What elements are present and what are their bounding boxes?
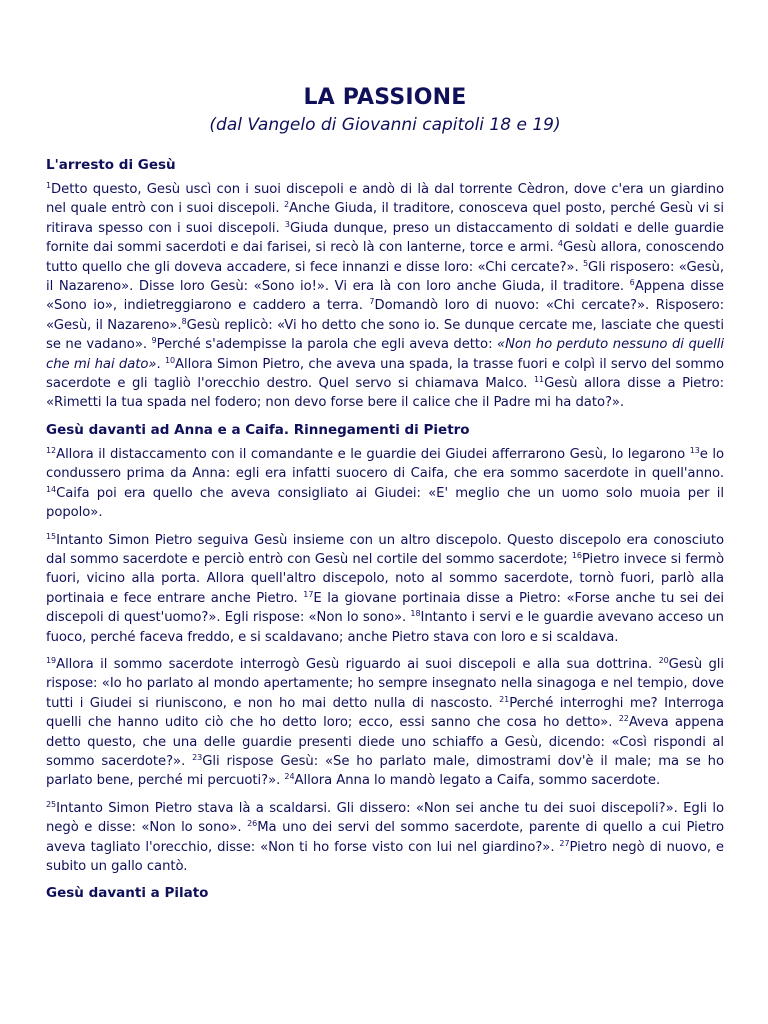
verse-number: 5 [583,258,589,268]
verse-text: Gli risposero: «Gesù, il Nazareno». Disse loro Gesù: «Sono io!». Vi era là con loro anche Giuda, il traditore. [46,259,724,295]
verse-text: Gesù allora disse a Pietro: «Rimetti la tua spada nel fodero; non devo forse bere il calice che il Padre mi ha dato?». [46,376,724,411]
verse-text: Allora Simon Pietro, che aveva una spada, la trasse fuori e colpì il servo del sommo sacerdote e gli tagliò l'orecchio destro. Quel servo si chiamava Malco. [46,356,724,392]
page-subtitle: (dal Vangelo di Giovanni capitoli 18 e 19) [209,115,561,135]
verse-text: Gesù gli rispose: «Io ho parlato al mondo apertamente; ho sempre insegnato nella sinagoga e nel tempio, dove tutti i Giudei si riuniscono, e non ho mai detto nulla di nascosto. [46,656,724,711]
verse-text: Caifa poi era quello che aveva consigliato ai Giudei: «E' meglio che un uomo solo muoia per il popolo». [46,485,724,521]
verse-number: 11 [534,375,545,385]
document-body [46,156,724,902]
verse-number: 13 [689,445,700,455]
paragraph [46,799,724,877]
verse-number: 19 [46,655,57,665]
verse-number: 7 [369,297,375,307]
verse-number: 3 [284,219,290,229]
paragraph [46,531,724,647]
verse-text: e lo condussero prima da Anna: egli era infatti suocero di Caifa, che era sommo sacerdote in quell'anno. [46,446,725,482]
verse-text: Gesù allora, conoscendo tutto quello che gli doveva accadere, si fece innanzi e disse loro: «Chi cercate?». [46,240,724,275]
verse-number: 27 [559,838,570,848]
verse-number: 8 [181,316,187,326]
verse-text: Intanto i servi e le guardie avevano acceso un fuoco, perché faceva freddo, e si scaldavano; anche Pietro stava con loro e si scaldava. [46,610,724,645]
verse-number: 6 [629,278,635,288]
verse-number: 23 [192,752,203,762]
verse-number: 12 [46,445,57,455]
verse-text: Gesù replicò: «Vi ho detto che sono io. Se dunque cercate me, lasciate che questi se ne vadano». [46,317,725,353]
verse-text: Intanto Simon Pietro stava là a scaldarsi. Gli dissero: «Non sei anche tu dei suoi discepoli?». Egli lo negò e disse: «Non lo sono». [46,800,724,836]
verse-text: Aveva appena detto questo, che una delle guardie presenti diede uno schiaffo a Gesù, dicendo: «Così rispondi al sommo sacerdote?». [46,715,724,769]
verse-number: 9 [151,336,157,346]
verse-text: . [156,356,165,372]
verse-number: 10 [164,355,176,365]
verse-text: Allora il distaccamento con il comandante e le guardie dei Giudei afferrarono Gesù, lo legarono [56,446,690,462]
verse-text: Gli rispose Gesù: «Se ho parlato male, dimostrami dov'è il male; ma se ho parlato bene, perché mi percuoti?». [46,753,725,789]
verse-number: 14 [46,484,57,494]
verse-text: E la giovane portinaia disse a Pietro: «Forse anche tu sei dei discepoli di quest'uomo?». Egli rispose: «Non lo sono». [46,590,724,626]
verse-text: Pietro negò di nuovo, e subito un gallo cantò. [46,839,724,874]
verse-number: 16 [571,550,582,560]
verse-text: Allora il sommo sacerdote interrogò Gesù riguardo ai suoi discepoli e alla sua dottrina. [56,656,659,672]
verse-text: Pietro invece si fermò fuori, vicino alla porta. Allora quell'altro discepolo, noto al sommo sacerdote, tornò fuori, parlò alla portinaia e fece entrare anche Pietro. [46,551,724,606]
verse-number: 24 [284,772,295,782]
verse-number: 26 [247,819,258,829]
verse-number: 22 [618,714,629,724]
section-heading: L'arresto di Gesù [46,157,176,173]
verse-number: 1 [46,181,52,190]
verse-number: 17 [303,589,314,599]
quoted-scripture: «Non ho perduto nessuno di quelli che mi hai dato» [46,337,724,372]
paragraph [46,180,724,413]
page-title: LA PASSIONE [303,85,467,110]
verse-text: Perché interroghi me? Interroga quelli che hanno udito ciò che ho detto loro; ecco, essi sanno che cosa ho detto». [46,695,724,731]
verse-text: Domandò loro di nuovo: «Chi cercate?». Risposero: «Gesù, il Nazareno». [46,298,724,333]
paragraph [46,445,724,523]
section-heading: Gesù davanti ad Anna e a Caifa. Rinnegamenti di Pietro [46,421,470,438]
verse-number: 20 [658,655,669,665]
verse-text: Allora Anna lo mandò legato a Caifa, sommo sacerdote. [294,773,661,789]
verse-text: Giuda dunque, preso un distaccamento di soldati e delle guardie fornite dai sommi sacerdoti e dai farisei, si recò là con lanterne, torce e armi. [46,220,724,256]
verse-text: Intanto Simon Pietro seguiva Gesù insieme con un altro discepolo. Questo discepolo era conosciuto dal sommo sacerdote e perciò entrò con Gesù nel cortile del sommo sacerdote; [46,532,724,567]
verse-text: Ma uno dei servi del sommo sacerdote, parente di quello a cui Pietro aveva tagliato l'orecchio, disse: «Non ti ho forse visto con lui nel giardino?». [46,820,725,855]
verse-text: Anche Giuda, il traditore, conosceva quel posto, perché Gesù vi si ritirava spesso con i suoi discepoli. [46,201,724,236]
verse-number: 21 [499,694,510,704]
verse-number: 4 [557,239,563,249]
section-heading: Gesù davanti a Pilato [46,885,209,902]
verse-number: 18 [410,609,421,619]
verse-text: Appena disse «Sono io», indietreggiarono e caddero a terra. [46,279,724,314]
paragraph [46,655,724,791]
verse-number: 25 [46,799,57,809]
verse-text: Perché s'adempisse la parola che egli aveva detto: [156,337,498,353]
verse-number: 15 [46,531,57,541]
verse-text: Detto questo, Gesù uscì con i suoi discepoli e andò di là dal torrente Cèdron, dove c'era un giardino nel quale entrò con i suoi discepoli. [46,182,724,217]
verse-number: 2 [284,200,290,210]
